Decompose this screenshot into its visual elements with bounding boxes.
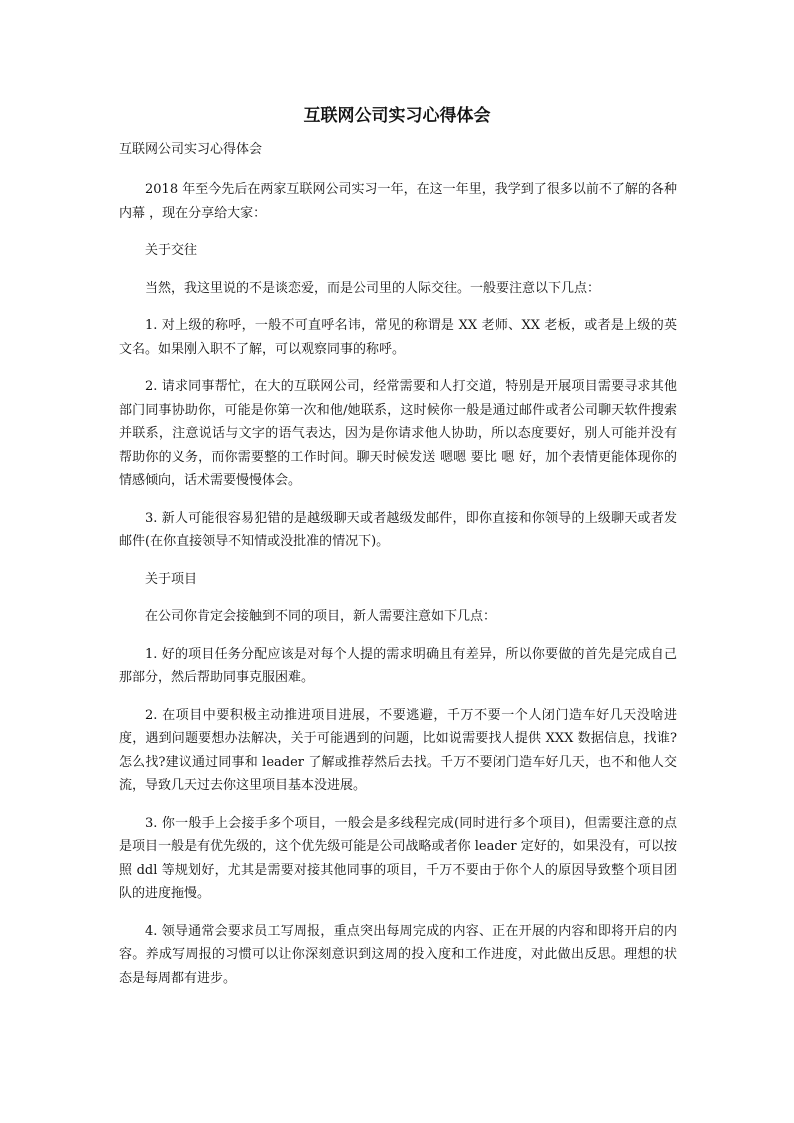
- document-body: [119, 178, 677, 1004]
- paragraph: 在公司你肯定会接触到不同的项目，新人需要注意如下几点：: [145, 609, 497, 624]
- list-item: 2. 请求同事帮忙，在大的互联网公司，经常需要和人打交道，特别是开展项目需要寻求其他部门同事协助你，可能是你第一次和他/她联系，这时候你一般是通过邮件或者公司聊天软件搜索并联系，注意说话与文字的语气表达，因为是你请求他人协助，所以态度要好，别人可能并没有帮助你的义务，而你需要整的工作时间。聊天时候发送 嗯嗯 要比 嗯 好，加个表情更能体现你的情感倾向，话术需要慢慢体会。: [119, 379, 677, 488]
- section-heading-communication: 关于交往: [145, 243, 198, 258]
- document-subtitle: 互联网公司实习心得体会: [119, 142, 263, 157]
- intro-paragraph: 2018 年至今先后在两家互联网公司实习一年，在这一年里，我学到了很多以前不了解的各种 内幕 ，现在分享给大家：: [119, 182, 677, 221]
- section-heading-projects: 关于项目: [145, 571, 198, 587]
- list-item: 1. 好的项目任务分配应该是对每个人提的需求明确且有差异，所以你要做的首先是完成自己那部分，然后帮助同事克服困难。: [119, 646, 677, 685]
- list-item: 4. 领导通常会要求员工写周报，重点突出每周完成的内容、正在开展的内容和即将开启的内容。养成写周报的习惯可以让你深刻意识到这周的投入度和工作进度，对此做出反思。理想的状态是每周都有进步。: [119, 923, 677, 986]
- list-item: 2. 在项目中要积极主动推进项目进展，不要逃避，千万不要一个人闭门造车好几天没啥进度，遇到问题要想办法解决，关于可能遇到的问题，比如说需要找人提供 XXX 数据信息，找谁?怎么找?建议通过同事和 leader 了解或推荐然后去找。千万不要闭门造车好几天，也不和他人交流，导致几天过去你这里项目基本没进展。: [119, 707, 677, 793]
- paragraph: 当然，我这里说的不是谈恋爱，而是公司里的人际交往。一般要注意以下几点：: [145, 280, 601, 296]
- list-item: 3. 新人可能很容易犯错的是越级聊天或者越级发邮件，即你直接和你领导的上级聊天或者发邮件(在你直接领导不知情或没批准的情况下)。: [119, 510, 677, 549]
- document-title: 互联网公司实习心得体会: [303, 106, 491, 126]
- list-item: 1. 对上级的称呼，一般不可直呼名讳，常见的称谓是 XX 老师、XX 老板，或者是上级的英文名。如果刚入职不了解，可以观察同事的称呼。: [119, 318, 677, 357]
- list-item: 3. 你一般手上会接手多个项目，一般会是多线程完成(同时进行多个项目)，但需要注意的点是项目一般是有优先级的，这个优先级可能是公司战略或者你 leader 定好的，如果没有，可以按照 ddl 等规划好，尤其是需要对接其他同事的项目，千万不要由于你个人的原因导致整个项目团队的进度拖慢。: [119, 815, 677, 901]
